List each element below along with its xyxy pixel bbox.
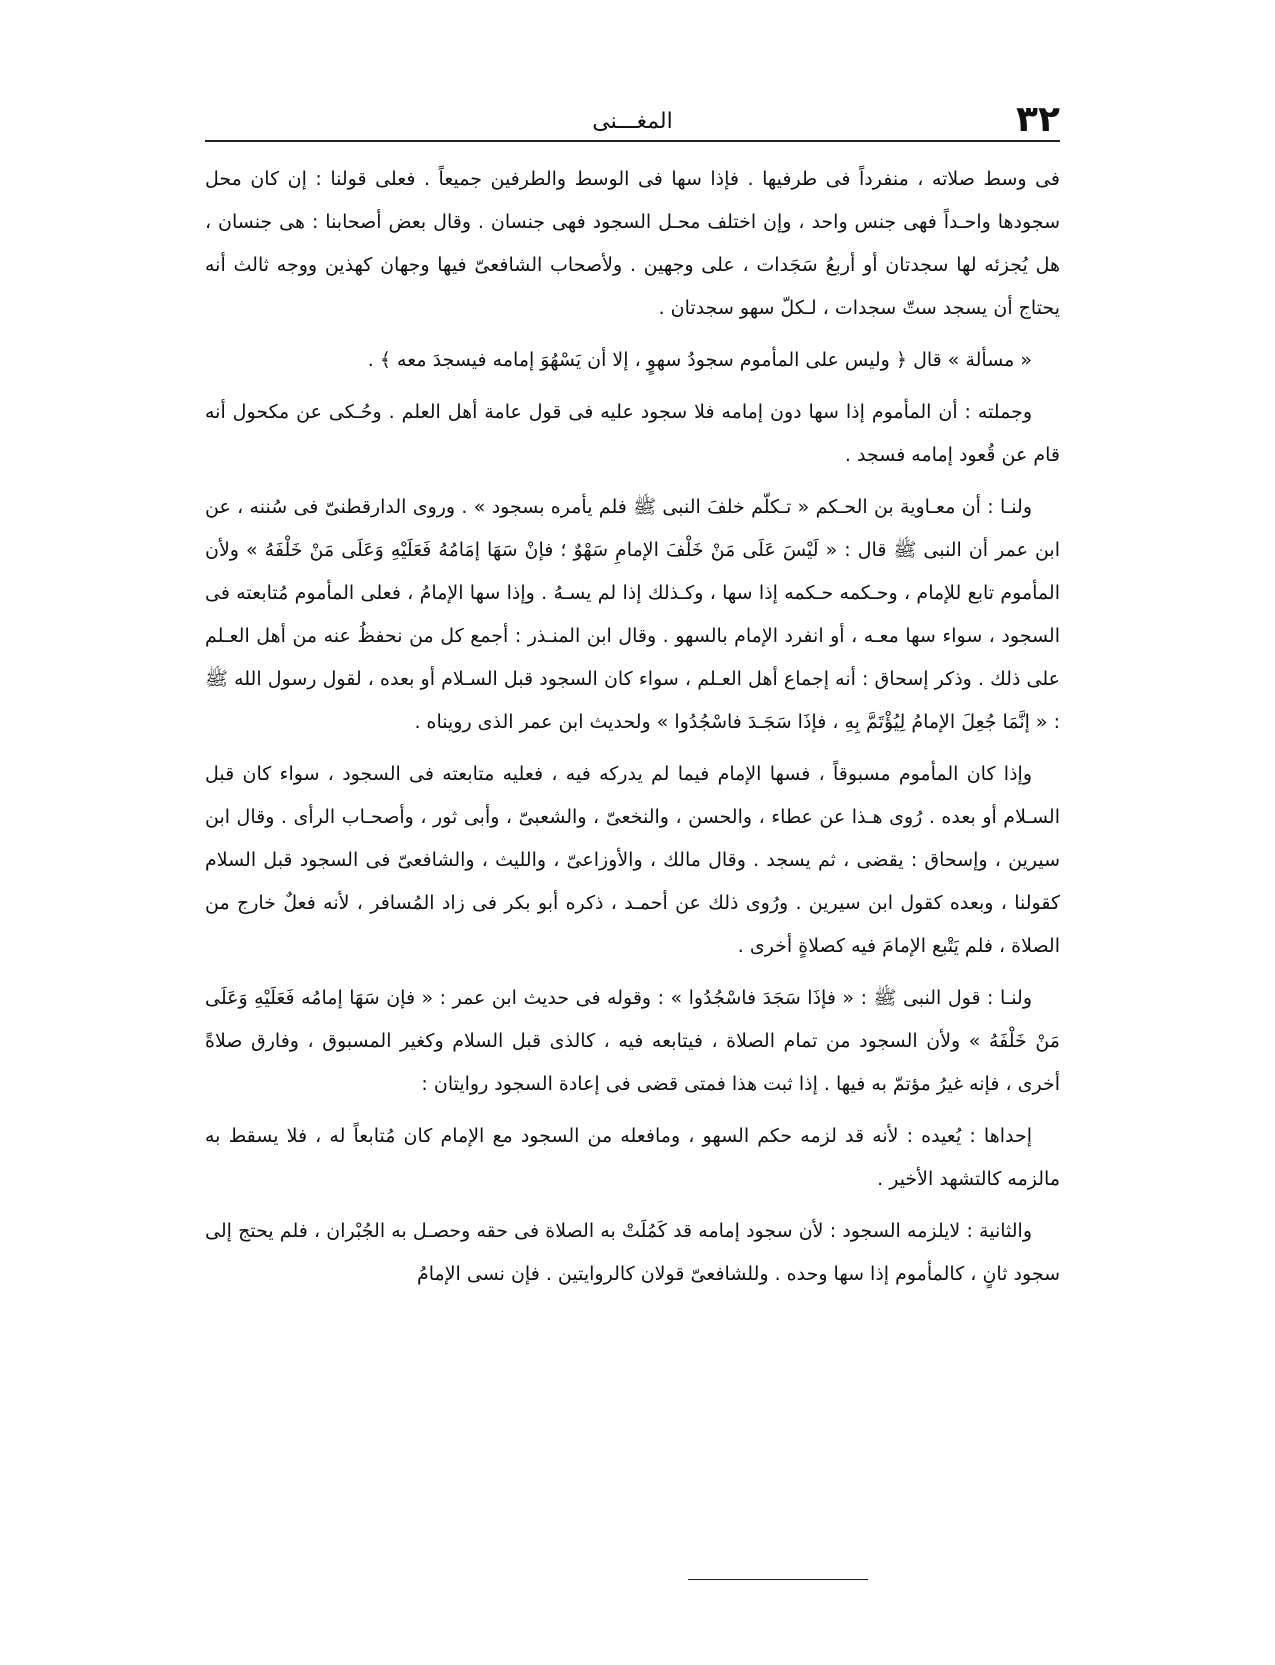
- page-number: ٣٢: [1016, 99, 1060, 140]
- paragraph: وإذا كان المأموم مسبوقاً ، فسها الإمام فيما لم يدركه فيه ، فعليه متابعته فى السجود ، سواء كان قبل السـلام أو بعده . رُوى هـذا عن عطاء ، والحسن ، والنخعىّ ، والشعبىّ ، وأبى ثور ، وأصحـاب الرأى . وقال ابن سيرين ، وإسحاق : يقضى ، ثم يسجد . وقال مالك ، والأوزاعىّ ، والليث ، والشافعىّ فى السجود قبل السلام كقولنا ، وبعده كقول ابن سيرين . ورُوى ذلك عن أحمـد ، ذكره أبو بكر فى زاد المُسافر ، لأنه فعلٌ خارج من الصلاة ، فلم يَتْبع الإمامَ فيه كصلاةٍ أخرى .: [205, 763, 1060, 957]
- paragraph: إحداها : يُعيده : لأنه قد لزمه حكم السهو ، ومافعله من السجود مع الإمام كان مُتابعاً له ، فلا يسقط به مالزمه كالتشهد الأخير .: [205, 1125, 1060, 1190]
- body-text: [205, 158, 1060, 1305]
- running-title: المغـــنى: [592, 109, 673, 134]
- paragraph: فى وسط صلاته ، منفرداً فى طرفيها . فإذا سها فى الوسط والطرفين جميعاً . فعلى قولنا : إن كان محل سجودها واحـداً فهى جنس واحد ، وإن اختلف محـل السجود فهى جنسان . وقال بعض أصحابنا : هى جنسان ، هل يُجزئه لها سجدتان أو أربعُ سَجَدات ، على وجهين . ولأصحاب الشافعىّ فيها وجهان كهذين ووجه ثالث أنه يحتاج أن يسجد ستّ سجدات ، لـكلّ سهو سجدتان .: [205, 168, 1060, 319]
- footnote-rule: [688, 1579, 868, 1580]
- paragraph: ولنـا : قول النبى ﷺ : « فإذَا سَجَدَ فاسْجُدُوا » : وقوله فى حديث ابن عمر : « فإن سَهَا إمامُه فَعَلَيْهِ وَعَلَى مَنْ خَلْفَهُ » ولأن السجود من تمام الصلاة ، فيتابعه فيه ، كالذى قبل السلام وكغير المسبوق ، وفارق صلاةً أخرى ، فإنه غيرُ مؤتمّ به فيها . إذا ثبت هذا فمتى قضى فى إعادة السجود روايتان :: [205, 987, 1060, 1095]
- paragraph: ولنـا : أن معـاوية بن الحـكم « تـكلّم خلفَ النبى ﷺ فلم يأمره بسجود » . وروى الدارقطنىّ فى سُننه ، عن ابن عمر أن النبى ﷺ قال : « لَيْسَ عَلَى مَنْ خَلْفَ الإمامِ سَهْوٌ ؛ فإنْ سَهَا إمَامُهُ فَعَلَيْهِ وَعَلَى مَنْ خَلْفَهُ » ولأن المأموم تابع للإمام ، وحـكمه حـكمه إذا سها ، وكـذلك إذا لم يسـهُ . وإذا سها الإمامُ ، فعلى المأموم مُتابعته فى السجود ، سواء سها معـه ، أو انفرد الإمام بالسهو . وقال ابن المنـذر : أجمع كل من نحفظُ عنه من أهل العـلم على ذلك . وذكر إسحاق : أنه إجماع أهل العـلم ، سواء كان السجود قبل السـلام أو بعده ، لقول رسول الله ﷺ : « إنَّمَا جُعِلَ الإمامُ لِيُؤْتَمَّ بِهِ ، فإذَا سَجَـدَ فاسْجُدُوا » ولحديث ابن عمر الذى رويناه .: [205, 496, 1060, 733]
- paragraph: وجملته : أن المأموم إذا سها دون إمامه فلا سجود عليه فى قول عامة أهل العلم . وحُـكى عن مكحول أنه قام عن قُعود إمامه فسجد .: [205, 401, 1060, 466]
- page-header: [205, 100, 1060, 150]
- paragraph: والثانية : لايلزمه السجود : لأن سجود إمامه قد كَمُلَتْ به الصلاة فى حقه وحصـل به الجُبْران ، فلم يحتج إلى سجود ثانٍ ، كالمأموم إذا سها وحده . وللشافعىّ قولان كالروايتين . فإن نسى الإمامُ: [205, 1220, 1060, 1285]
- header-rule: [205, 140, 1060, 142]
- paragraph-masala: « مسألة » قال ﴿ وليس على المأموم سجودُ سهوٍ ، إلا أن يَسْهُوَ إمامه فيسجدَ معه ﴾ .: [367, 349, 1032, 371]
